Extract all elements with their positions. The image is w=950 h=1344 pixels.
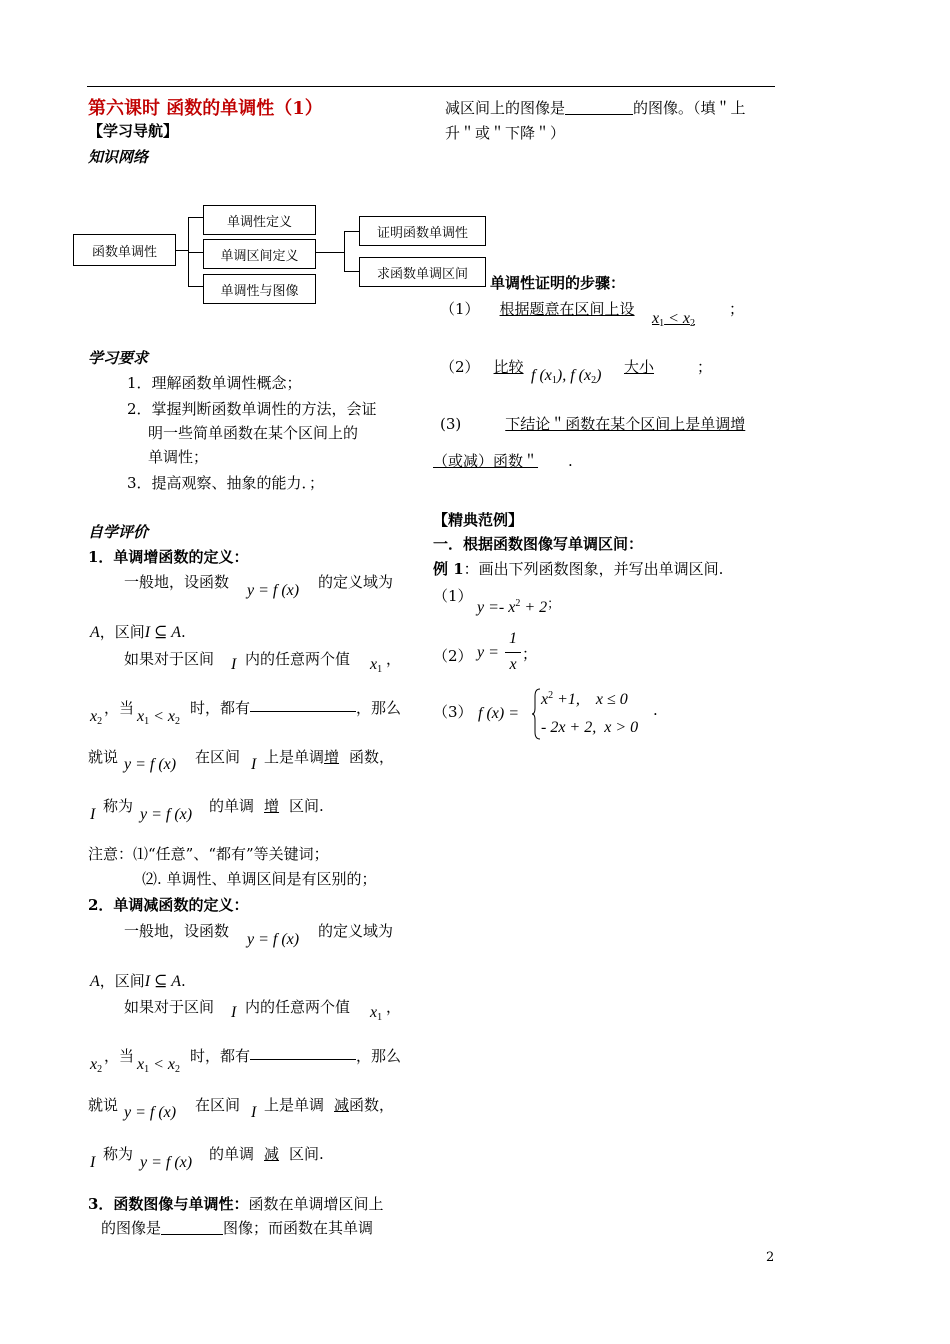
def-text: 在区间 — [195, 1096, 241, 1114]
decreasing-def-title: 2．单调减函数的定义： — [88, 896, 249, 914]
def-text: 上是单调 减函数， — [264, 1096, 395, 1114]
def-text: 如果对于区间 — [124, 650, 215, 668]
knowledge-heading: 知识网络 — [88, 148, 149, 166]
formula-I: I — [231, 656, 237, 673]
formula-y-1-over-x: y = — [477, 644, 499, 661]
def-text: 内的任意两个值 — [245, 998, 351, 1016]
punct: . — [653, 701, 658, 719]
formula-piecewise-fx: f (x) = — [478, 705, 519, 722]
diagram-box-graph: 单调性与图像 — [203, 274, 316, 304]
formula-x1-lt-x2: $x_1 < x_2$ — [137, 708, 181, 727]
fill-blank — [250, 1045, 356, 1060]
fill-blank — [250, 697, 356, 712]
graph-section-text: 的图像是 图像；而函数在其单调 — [101, 1219, 374, 1237]
note-text: ⑵. 单调性、单调区间是有区别的； — [142, 870, 377, 888]
diagram-box-interval: 单调区间定义 — [203, 239, 316, 269]
def-text: 时，都有 — [190, 1047, 251, 1065]
note-text: 注意：⑴“任意”、“都有”等关键词； — [88, 845, 329, 863]
def-text: 称为 — [103, 797, 134, 815]
def-text: 一般地，设函数 — [124, 573, 230, 591]
example-item-3-label: （3） — [433, 703, 473, 721]
connector — [188, 217, 203, 218]
def-text: ，那么 — [356, 1047, 402, 1065]
def-text: 如果对于区间 — [124, 998, 215, 1016]
formula-y-fx: y = f (x) — [140, 806, 193, 823]
brace-icon — [531, 688, 541, 740]
example-item-2-label: （2） — [433, 647, 473, 665]
nav-heading: 【学习导航】 — [88, 122, 179, 140]
formula-I: I — [90, 1154, 96, 1171]
example-1: 例 1：画出下列函数图象，并写出单调区间. — [433, 560, 724, 578]
formula-x1-lt-x2: $x_1 < x_2$ — [652, 310, 696, 329]
connector — [344, 231, 359, 232]
formula-y-fx: y = f (x) — [124, 1104, 177, 1121]
def-text: 上是单调增 函数， — [264, 748, 395, 766]
formula-x1: $x_1$ — [370, 1004, 383, 1023]
graph-section: 3．函数图像与单调性：函数在单调增区间上 — [88, 1195, 384, 1213]
examples-section-1: 一．根据函数图像写单调区间： — [433, 535, 644, 553]
connector — [176, 250, 188, 251]
def-text: 就说 — [88, 748, 119, 766]
formula-I: I — [251, 756, 257, 773]
punct: ； — [729, 300, 745, 318]
def-text: 一般地，设函数 — [124, 922, 230, 940]
def-text: ，当 — [104, 1047, 135, 1065]
punct: ； — [697, 358, 713, 376]
def-text: ，那么 — [356, 699, 402, 717]
fraction-bar — [505, 652, 521, 653]
diagram-box-prove: 证明函数单调性 — [359, 216, 486, 246]
def-text: 在区间 — [195, 748, 241, 766]
formula-y-neg-x2-plus-2: $y =- x^2 + 2^;$ — [477, 596, 561, 616]
requirement-item: 3．提高观察、抽象的能力．； — [127, 474, 325, 492]
diagram-box-definition: 单调性定义 — [203, 205, 316, 235]
def-text: 时，都有 — [190, 699, 251, 717]
def-text: A，区间I ⊆ A. — [90, 972, 186, 990]
formula-I: I — [90, 806, 96, 823]
requirement-item: 2．掌握判断函数单调性的方法，会证 — [127, 400, 377, 418]
punct: ； — [522, 645, 538, 663]
connector — [344, 231, 345, 272]
diagram-root-box: 函数单调性 — [73, 234, 176, 266]
connector — [188, 286, 203, 287]
connector — [316, 252, 344, 253]
graph-section-continued: 减区间上的图像是 的图像。（填＂上 — [445, 99, 746, 117]
formula-I: I — [251, 1104, 257, 1121]
increasing-def-title: 1．单调增函数的定义： — [88, 548, 249, 566]
proof-step-3: (3) 下结论＂函数在某个区间上是单调增 — [440, 415, 746, 433]
formula-I: I — [231, 1004, 237, 1021]
formula-x1: $x_1$ — [370, 656, 383, 675]
def-text: 的单调 增 区间. — [209, 797, 324, 815]
graph-section-continued: 升＂或＂下降＂） — [445, 124, 566, 142]
formula-y-fx: y = f (x) — [140, 1154, 193, 1171]
requirement-item: 明一些简单函数在某个区间上的 — [148, 424, 359, 442]
formula-x2: $x_2$ — [90, 1056, 103, 1075]
def-text: ， — [386, 650, 402, 668]
def-text: ， — [386, 998, 402, 1016]
def-text: 的单调 减 区间. — [209, 1145, 324, 1163]
def-text: 的定义域为 — [318, 573, 394, 591]
self-eval-heading: 自学评价 — [88, 523, 149, 541]
proof-heading: 单调性证明的步骤： — [490, 274, 626, 292]
fraction-denominator: x — [509, 656, 517, 673]
formula-x2: $x_2$ — [90, 708, 103, 727]
proof-step-1: （1） 根据题意在区间上设 — [440, 300, 635, 318]
requirement-item: 单调性； — [148, 448, 209, 466]
formula-y-fx: y = f (x) — [124, 756, 177, 773]
requirement-item: 1．理解函数单调性概念； — [127, 374, 302, 392]
def-text: ，当 — [104, 699, 135, 717]
proof-step-2-text: 大小 — [624, 358, 655, 376]
def-text: 内的任意两个值 — [245, 650, 351, 668]
page-number: 2 — [766, 1250, 775, 1265]
def-text: 称为 — [103, 1145, 134, 1163]
formula-y-fx: y = f (x) — [247, 931, 300, 948]
top-rule — [87, 86, 775, 87]
connector — [188, 252, 203, 253]
proof-step-2: （2） 比较 — [440, 358, 524, 376]
diagram-box-find: 求函数单调区间 — [359, 257, 486, 287]
page-title: 第六课时 函数的单调性（1） — [88, 98, 323, 119]
def-text: 的定义域为 — [318, 922, 394, 940]
requirements-heading: 学习要求 — [88, 349, 149, 367]
formula-x1-lt-x2: $x_1 < x_2$ — [137, 1056, 181, 1075]
fraction-numerator: 1 — [509, 630, 517, 647]
formula-fx1-fx2: f $(x_1)$, f $(x_2)$ — [531, 367, 602, 386]
examples-heading: 【精典范例】 — [433, 511, 524, 529]
piecewise-case-1: $x^2 +1$, x ≤ 0 — [541, 690, 628, 708]
piecewise-case-2: - 2x + 2, x > 0 — [541, 719, 639, 736]
def-text: A，区间I ⊆ A. — [90, 623, 186, 641]
connector — [344, 271, 359, 272]
def-text: 就说 — [88, 1096, 119, 1114]
proof-step-3-cont: （或减）函数＂ . — [433, 452, 573, 470]
formula-y-fx: y = f (x) — [247, 582, 300, 599]
example-item-1-label: （1） — [433, 587, 473, 605]
